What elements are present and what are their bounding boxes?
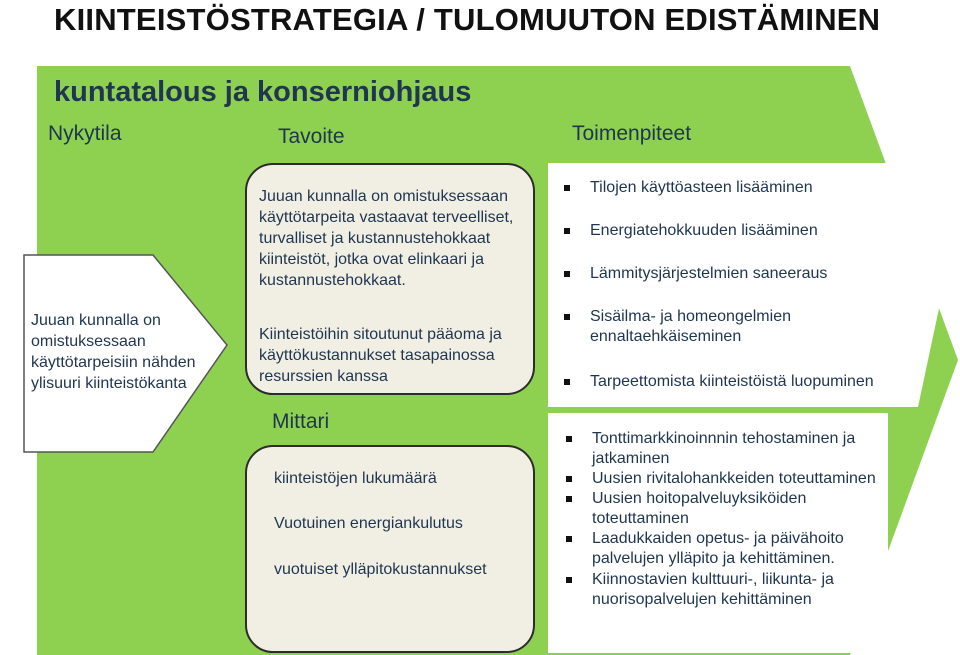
goal-text-1: Juuan kunnalla on omistuksessaan käyttötarpeita vastaavat terveelliset, turvalliset ja kustannustehokkaat kiinteistöt, jotka ovat elinkaari ja kustannustehokkaat. bbox=[259, 188, 514, 289]
action-item: Sisäilma- ja homeongelmien ennaltaehkäiseminen bbox=[590, 307, 820, 347]
meter-item: vuotuiset ylläpitokustannukset bbox=[274, 561, 487, 578]
bullet-icon bbox=[564, 379, 570, 385]
bullet-icon bbox=[564, 314, 570, 320]
bullet-icon bbox=[564, 271, 570, 277]
meter-item: Vuotuinen energiankulutus bbox=[274, 515, 463, 532]
current-state-text: Juuan kunnalla on omistuksessaan käyttötarpeisiin nähden ylisuuri kiinteistökanta bbox=[31, 312, 196, 392]
action-item: Tonttimarkkinoinnnin tehostaminen ja jatkaminen bbox=[592, 429, 862, 469]
action-item: Laadukkaiden opetus- ja päivähoito palvelujen ylläpito ja kehittäminen. bbox=[592, 529, 862, 569]
page-subtitle: kuntatalous ja konserniohjaus bbox=[54, 76, 472, 108]
action-item: Uusien hoitopalveluyksiköiden toteuttaminen bbox=[592, 489, 822, 529]
meters-heading: Mittari bbox=[272, 410, 330, 433]
bullet-icon bbox=[566, 476, 572, 482]
action-item: Lämmitysjärjestelmien saneeraus bbox=[590, 264, 827, 284]
goal-text-2: Kiinteistöihin sitoutunut pääoma ja käyttökustannukset tasapainossa resurssien kanssa bbox=[259, 326, 502, 385]
meter-item: kiinteistöjen lukumäärä bbox=[274, 470, 437, 487]
bullet-icon bbox=[566, 577, 572, 583]
page-title: KIINTEISTÖSTRATEGIA / TULOMUUTON EDISTÄMINEN bbox=[54, 2, 881, 37]
bullet-icon bbox=[564, 185, 570, 191]
bullet-icon bbox=[566, 436, 572, 442]
actions-box-1-shape bbox=[548, 163, 944, 407]
action-item: Energiatehokkuuden lisääminen bbox=[590, 221, 818, 241]
bullet-icon bbox=[566, 536, 572, 542]
action-item: Kiinnostavien kulttuuri-, liikunta- ja nuorisopalvelujen kehittäminen bbox=[592, 570, 852, 610]
action-item: Tilojen käyttöasteen lisääminen bbox=[590, 178, 813, 198]
column-heading-goal: Tavoite bbox=[278, 125, 345, 148]
bullet-icon bbox=[566, 496, 572, 502]
bullet-icon bbox=[564, 228, 570, 234]
column-heading-current: Nykytila bbox=[48, 122, 122, 145]
action-item: Uusien rivitalohankkeiden toteuttaminen bbox=[592, 469, 876, 489]
action-item: Tarpeettomista kiinteistöistä luopuminen bbox=[590, 372, 874, 392]
column-heading-actions: Toimenpiteet bbox=[572, 122, 692, 145]
